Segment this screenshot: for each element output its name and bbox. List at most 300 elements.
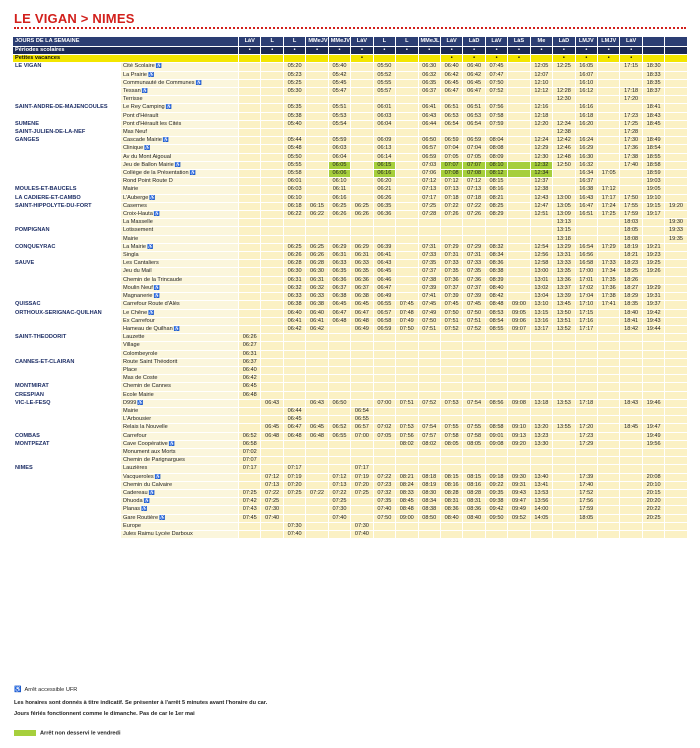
time-cell: [485, 358, 507, 366]
time-cell: [620, 391, 642, 399]
time-cell: 08:34: [418, 498, 440, 506]
time-cell: 06:43: [373, 260, 395, 268]
time-cell: 08:21: [396, 473, 418, 481]
time-cell: [665, 293, 687, 301]
time-cell: [598, 514, 620, 522]
time-cell: 07:08: [440, 170, 462, 178]
time-cell: 06:41: [306, 317, 328, 325]
time-cell: [328, 416, 350, 424]
time-cell: [261, 178, 283, 186]
time-cell: [373, 342, 395, 350]
period-mark: [530, 55, 552, 63]
stop-name: [121, 219, 239, 227]
accessible-legend: [14, 686, 77, 693]
time-cell: [665, 481, 687, 489]
time-cell: [553, 407, 575, 415]
time-cell: [351, 358, 373, 366]
wheelchair-icon: ♿: [162, 137, 170, 144]
time-cell: [261, 129, 283, 137]
town-name: [13, 375, 121, 383]
time-cell: [440, 375, 462, 383]
time-cell: [283, 350, 305, 358]
wheelchair-icon: ♿: [174, 161, 181, 168]
time-cell: [351, 498, 373, 506]
time-cell: [598, 129, 620, 137]
time-cell: [440, 350, 462, 358]
wheelchair-icon: ♿: [148, 489, 155, 496]
time-cell: 17:16: [575, 317, 597, 325]
time-cell: 19:44: [642, 325, 664, 333]
wheelchair-icon: ♿: [153, 293, 160, 300]
time-cell: [665, 498, 687, 506]
time-cell: [239, 317, 261, 325]
time-cell: [418, 465, 440, 473]
stop-label: Mairie: [123, 186, 139, 193]
time-cell: 06:36: [351, 276, 373, 284]
time-cell: [508, 161, 530, 169]
table-row: [13, 448, 688, 456]
time-cell: [508, 137, 530, 145]
time-cell: [261, 161, 283, 169]
stop-label: Lauzières: [123, 465, 148, 472]
stop-name: [121, 88, 239, 96]
time-cell: [598, 178, 620, 186]
time-cell: [261, 317, 283, 325]
time-cell: 07:57: [418, 432, 440, 440]
time-cell: 12:28: [553, 88, 575, 96]
time-cell: 07:37: [440, 284, 462, 292]
stop-name: [121, 309, 239, 317]
time-cell: [530, 522, 552, 530]
time-cell: [575, 530, 597, 538]
time-cell: [351, 170, 373, 178]
time-cell: 09:52: [508, 514, 530, 522]
time-cell: [328, 457, 350, 465]
period-mark: [665, 55, 687, 63]
time-cell: [283, 375, 305, 383]
time-cell: 09:49: [508, 506, 530, 514]
time-cell: 08:42: [485, 293, 507, 301]
time-cell: 07:37: [418, 268, 440, 276]
time-cell: [351, 186, 373, 194]
time-cell: 09:07: [508, 325, 530, 333]
time-cell: [396, 104, 418, 112]
town-name: [13, 293, 121, 301]
time-cell: 17:56: [575, 498, 597, 506]
time-cell: 07:55: [463, 424, 485, 432]
time-cell: [553, 514, 575, 522]
time-cell: 09:05: [508, 309, 530, 317]
time-cell: 19:47: [642, 424, 664, 432]
time-cell: [239, 170, 261, 178]
time-cell: [642, 375, 664, 383]
time-cell: 18:35: [642, 79, 664, 87]
time-cell: [553, 522, 575, 530]
time-cell: 12:46: [553, 145, 575, 153]
time-cell: [620, 432, 642, 440]
time-cell: [396, 293, 418, 301]
time-cell: 06:16: [373, 170, 395, 178]
time-cell: 18:43: [620, 399, 642, 407]
time-cell: 07:31: [463, 252, 485, 260]
time-cell: [665, 407, 687, 415]
time-cell: [575, 416, 597, 424]
time-cell: [598, 383, 620, 391]
time-cell: 12:25: [553, 63, 575, 71]
time-cell: 17:04: [575, 293, 597, 301]
stop-label: Singla: [123, 252, 139, 259]
time-cell: [418, 383, 440, 391]
period-mark: •: [575, 55, 597, 63]
time-cell: 08:38: [418, 506, 440, 514]
time-cell: 18:33: [642, 71, 664, 79]
time-cell: 06:44: [283, 407, 305, 415]
period-mark: •: [463, 47, 485, 55]
time-cell: 06:33: [306, 293, 328, 301]
stop-name: [121, 391, 239, 399]
table-row: [13, 194, 688, 202]
time-cell: 08:33: [396, 489, 418, 497]
time-cell: [396, 170, 418, 178]
stop-name: [121, 252, 239, 260]
time-cell: [620, 457, 642, 465]
time-cell: 12:10: [530, 79, 552, 87]
time-cell: 13:33: [553, 260, 575, 268]
time-cell: 06:42: [239, 375, 261, 383]
time-cell: 12:38: [530, 186, 552, 194]
time-cell: [306, 416, 328, 424]
time-cell: [620, 407, 642, 415]
time-cell: [665, 71, 687, 79]
time-cell: [530, 391, 552, 399]
time-cell: [620, 481, 642, 489]
time-cell: 13:18: [553, 235, 575, 243]
time-cell: [485, 465, 507, 473]
holiday-note: Jours fériés fonctionnent comme le dimanche. Pas de car le 1er mai: [14, 711, 195, 717]
stop-label: Hameau de Quilhan: [123, 325, 173, 332]
time-cell: 18:45: [642, 120, 664, 128]
time-cell: [351, 112, 373, 120]
time-cell: 06:26: [328, 211, 350, 219]
time-cell: [261, 383, 283, 391]
time-cell: [508, 104, 530, 112]
time-cell: [598, 137, 620, 145]
time-cell: 07:39: [440, 293, 462, 301]
time-cell: [373, 358, 395, 366]
time-cell: [598, 366, 620, 374]
time-cell: [373, 375, 395, 383]
time-cell: [373, 440, 395, 448]
time-cell: [598, 120, 620, 128]
time-cell: [508, 120, 530, 128]
time-cell: 07:56: [485, 104, 507, 112]
time-cell: 07:29: [440, 243, 462, 251]
time-cell: [508, 465, 530, 473]
time-cell: [351, 391, 373, 399]
time-cell: [620, 342, 642, 350]
stop-label: Rond Point Route D: [123, 178, 173, 185]
time-cell: 17:36: [620, 145, 642, 153]
time-cell: 13:15: [530, 309, 552, 317]
time-cell: [261, 391, 283, 399]
time-cell: 19:23: [642, 252, 664, 260]
time-cell: 06:14: [373, 153, 395, 161]
time-cell: 13:01: [530, 276, 552, 284]
time-cell: [642, 235, 664, 243]
time-cell: 19:21: [642, 243, 664, 251]
time-cell: 12:32: [530, 161, 552, 169]
time-cell: 09:20: [508, 440, 530, 448]
time-cell: 07:52: [463, 325, 485, 333]
time-cell: [373, 334, 395, 342]
stop-name: [121, 268, 239, 276]
time-cell: [418, 530, 440, 538]
time-cell: [665, 473, 687, 481]
time-cell: 07:22: [440, 202, 462, 210]
time-cell: 08:21: [485, 194, 507, 202]
time-cell: 09:35: [485, 489, 507, 497]
time-cell: [418, 334, 440, 342]
time-cell: 07:58: [463, 432, 485, 440]
wheelchair-icon: ♿: [153, 211, 161, 218]
wheelchair-icon: ♿: [195, 79, 202, 86]
table-row: [13, 235, 688, 243]
time-cell: [440, 391, 462, 399]
table-row: [13, 457, 688, 465]
time-cell: [239, 530, 261, 538]
time-cell: [575, 96, 597, 104]
time-cell: 08:10: [485, 161, 507, 169]
time-cell: 06:35: [351, 268, 373, 276]
time-cell: [306, 120, 328, 128]
table-row: [13, 399, 688, 407]
time-cell: 06:46: [373, 276, 395, 284]
time-cell: [642, 366, 664, 374]
time-cell: [239, 399, 261, 407]
stop-name: [121, 506, 239, 514]
day-cell: MMeJL: [418, 37, 440, 47]
time-cell: [328, 530, 350, 538]
time-cell: [665, 506, 687, 514]
time-cell: [508, 530, 530, 538]
time-cell: [598, 112, 620, 120]
time-cell: 06:16: [328, 194, 350, 202]
time-cell: [665, 465, 687, 473]
time-cell: [598, 432, 620, 440]
time-cell: [261, 153, 283, 161]
time-cell: [642, 457, 664, 465]
time-cell: [665, 153, 687, 161]
table-row: [13, 383, 688, 391]
time-cell: [508, 129, 530, 137]
table-row: [13, 514, 688, 522]
time-cell: [508, 448, 530, 456]
time-cell: [261, 104, 283, 112]
table-row: [13, 317, 688, 325]
time-cell: 06:26: [373, 194, 395, 202]
time-cell: [665, 424, 687, 432]
time-cell: 06:37: [351, 284, 373, 292]
time-cell: [396, 63, 418, 71]
time-cell: 08:32: [485, 243, 507, 251]
time-cell: 05:20: [283, 63, 305, 71]
time-cell: [239, 243, 261, 251]
time-cell: [306, 186, 328, 194]
time-cell: [598, 88, 620, 96]
stop-label: Cave Coopérative: [123, 440, 168, 447]
time-cell: [665, 489, 687, 497]
time-cell: [508, 260, 530, 268]
time-cell: [642, 96, 664, 104]
time-cell: 06:45: [306, 424, 328, 432]
wheelchair-icon: ♿: [141, 506, 148, 513]
time-cell: [575, 522, 597, 530]
wheelchair-icon: ♿: [144, 145, 151, 152]
time-cell: [665, 317, 687, 325]
time-cell: [575, 350, 597, 358]
time-cell: 07:52: [440, 325, 462, 333]
time-cell: 13:37: [553, 284, 575, 292]
time-cell: 12:16: [530, 104, 552, 112]
table-row: [13, 96, 688, 104]
time-cell: [283, 399, 305, 407]
time-cell: [553, 457, 575, 465]
time-cell: [665, 530, 687, 538]
time-cell: [575, 129, 597, 137]
time-cell: 07:51: [418, 325, 440, 333]
period-mark: [283, 55, 305, 63]
time-cell: 07:37: [463, 284, 485, 292]
town-name: LE VIGAN: [13, 63, 121, 71]
time-cell: 07:12: [328, 473, 350, 481]
time-cell: [508, 342, 530, 350]
time-cell: 14:00: [530, 506, 552, 514]
time-cell: [553, 375, 575, 383]
time-cell: 07:08: [463, 170, 485, 178]
time-cell: [396, 342, 418, 350]
time-cell: [351, 145, 373, 153]
time-cell: 12:42: [553, 137, 575, 145]
table-row: [13, 88, 688, 96]
table-row: [13, 465, 688, 473]
time-cell: 17:38: [598, 293, 620, 301]
time-cell: 06:05: [328, 161, 350, 169]
time-cell: [283, 366, 305, 374]
time-cell: [598, 489, 620, 497]
time-cell: 17:30: [620, 137, 642, 145]
time-cell: 06:38: [328, 293, 350, 301]
time-cell: 08:02: [418, 440, 440, 448]
time-cell: 06:42: [283, 325, 305, 333]
time-cell: 08:25: [485, 202, 507, 210]
stop-name: [121, 178, 239, 186]
time-cell: 16:18: [575, 112, 597, 120]
time-cell: [351, 235, 373, 243]
period-mark: [373, 55, 395, 63]
time-cell: 13:36: [553, 276, 575, 284]
time-cell: [642, 276, 664, 284]
time-cell: [440, 219, 462, 227]
time-cell: 06:52: [328, 424, 350, 432]
time-cell: 06:18: [283, 202, 305, 210]
time-cell: 07:40: [261, 514, 283, 522]
time-cell: 19:25: [642, 260, 664, 268]
time-cell: 08:50: [418, 514, 440, 522]
time-cell: 18:37: [642, 88, 664, 96]
time-cell: [440, 129, 462, 137]
time-cell: 07:07: [239, 457, 261, 465]
time-cell: 18:29: [620, 293, 642, 301]
time-cell: [485, 219, 507, 227]
time-cell: [373, 391, 395, 399]
time-cell: [508, 522, 530, 530]
time-cell: 06:25: [306, 243, 328, 251]
time-cell: 18:45: [620, 424, 642, 432]
time-cell: [351, 104, 373, 112]
time-cell: 07:50: [485, 79, 507, 87]
time-cell: 07:22: [463, 202, 485, 210]
time-cell: [351, 219, 373, 227]
time-cell: 07:45: [418, 301, 440, 309]
time-cell: 06:47: [440, 88, 462, 96]
time-cell: 07:35: [463, 268, 485, 276]
time-cell: [239, 424, 261, 432]
time-cell: [665, 391, 687, 399]
town-name: CRESPIAN: [13, 391, 121, 399]
time-cell: 17:17: [575, 325, 597, 333]
time-cell: 12:38: [553, 129, 575, 137]
wheelchair-icon: ♿: [143, 498, 150, 505]
time-cell: [283, 457, 305, 465]
time-cell: [351, 506, 373, 514]
time-cell: [351, 514, 373, 522]
time-cell: [306, 178, 328, 186]
time-cell: [239, 227, 261, 235]
time-cell: [665, 252, 687, 260]
time-cell: [328, 350, 350, 358]
time-cell: 07:52: [485, 88, 507, 96]
day-cell: Me: [530, 37, 552, 47]
stop-label: Jeu du Mail: [123, 268, 152, 275]
time-cell: [485, 350, 507, 358]
time-cell: [351, 334, 373, 342]
time-cell: 17:02: [575, 284, 597, 292]
time-cell: 08:02: [396, 440, 418, 448]
time-cell: 13:40: [530, 473, 552, 481]
time-cell: 08:24: [396, 481, 418, 489]
time-cell: 17:00: [575, 268, 597, 276]
town-name: SAINT-HIPPOLYTE-DU-FORT: [13, 202, 121, 210]
header-row: [13, 37, 688, 47]
time-cell: [665, 457, 687, 465]
period-mark: •: [553, 55, 575, 63]
time-cell: [328, 407, 350, 415]
time-cell: [553, 342, 575, 350]
time-cell: 06:06: [328, 170, 350, 178]
timetable: [12, 36, 688, 539]
table-row: [13, 530, 688, 538]
time-cell: [620, 440, 642, 448]
time-cell: 07:49: [418, 309, 440, 317]
period-label: Petites vacances: [13, 55, 239, 63]
time-cell: [553, 170, 575, 178]
time-cell: [396, 448, 418, 456]
time-cell: [261, 375, 283, 383]
time-cell: 07:53: [396, 424, 418, 432]
time-cell: [642, 334, 664, 342]
time-cell: [620, 522, 642, 530]
period-mark: [306, 55, 328, 63]
